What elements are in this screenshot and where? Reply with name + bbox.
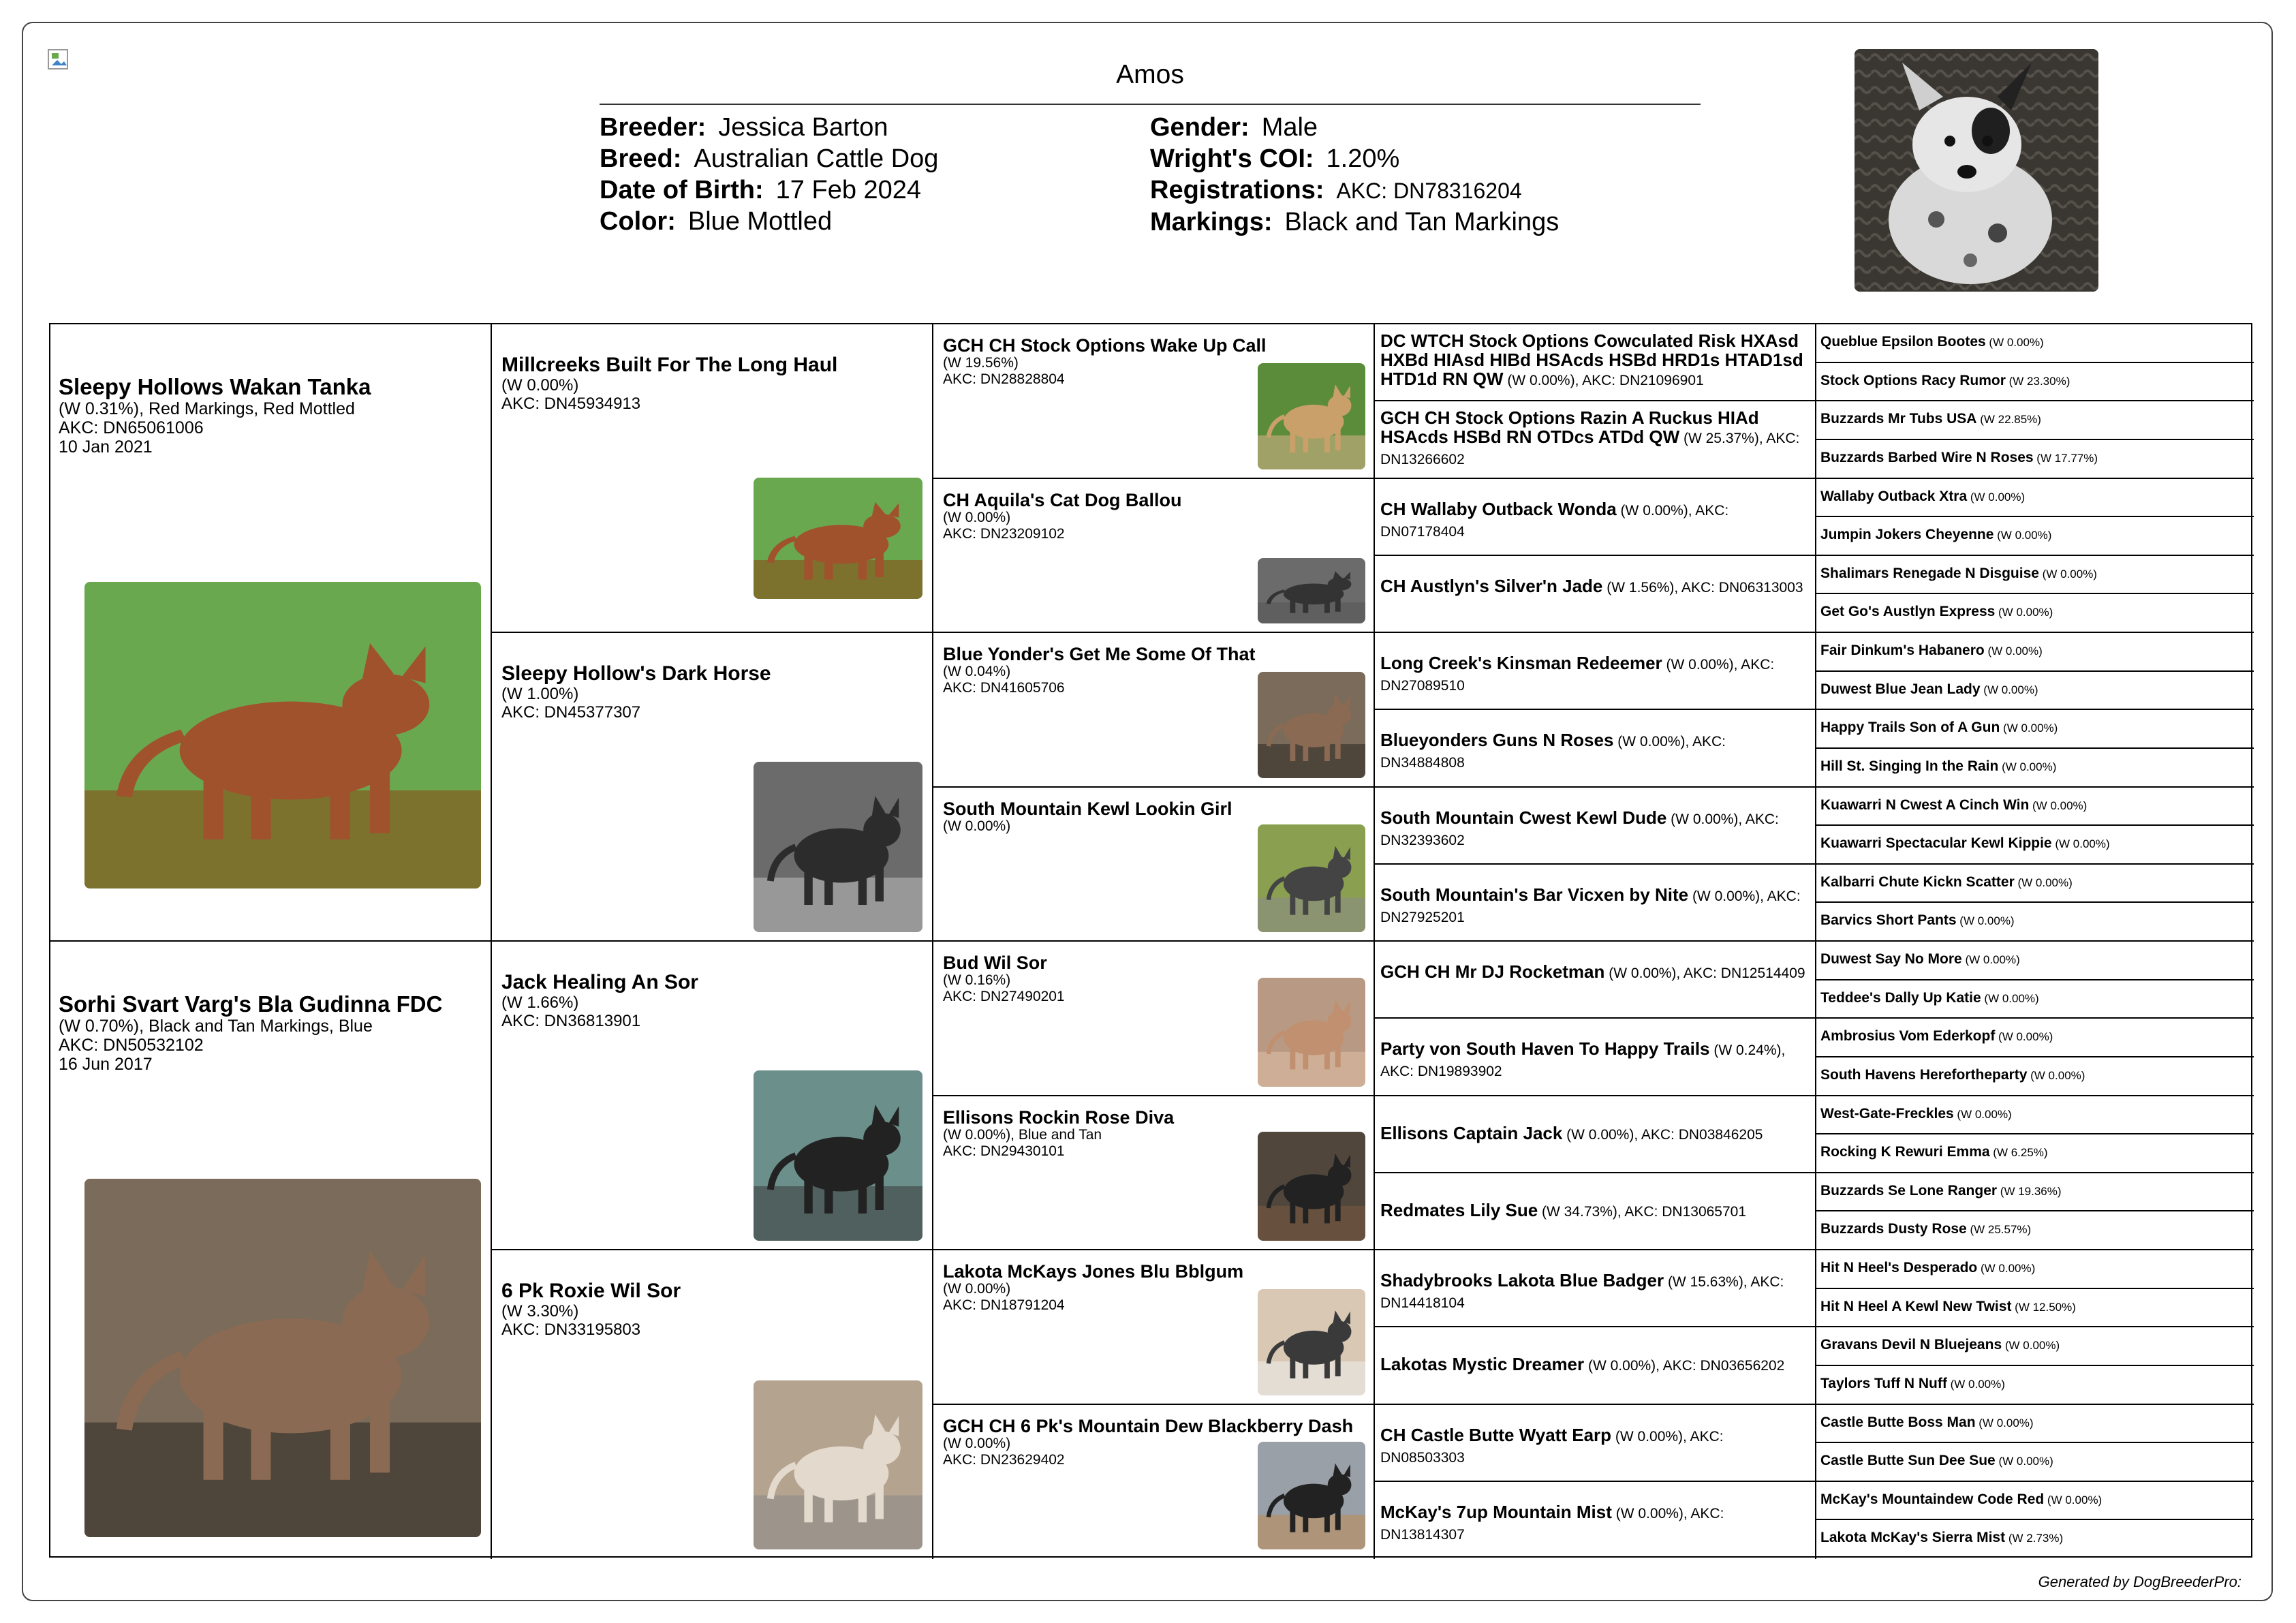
dog-coi: (W 0.00%) bbox=[2014, 876, 2073, 889]
dog-coi: (W 0.00%) bbox=[1967, 490, 2026, 504]
dog-registration: AKC: DN45377307 bbox=[501, 703, 641, 722]
dog-coi: (W 0.00%) bbox=[943, 1435, 1011, 1451]
dog-name: South Mountain Cwest Kewl Dude bbox=[1380, 807, 1667, 828]
dog-coi: (W 2.73%) bbox=[2005, 1532, 2064, 1545]
dog-coi: (W 0.00%) bbox=[1946, 1377, 2005, 1391]
gen5-text bbox=[1820, 489, 2250, 506]
gen4-ancestor-cell bbox=[1375, 1019, 1816, 1096]
gen5-ancestor-cell bbox=[1816, 1057, 2254, 1096]
dog-coi: (W 1.66%) bbox=[501, 993, 579, 1012]
dog-coi: (W 0.00%), Blue and Tan bbox=[943, 1126, 1102, 1143]
dog-details: (W 0.31%), Red Markings, Red Mottled bbox=[59, 399, 355, 418]
gen4-text bbox=[1380, 1271, 1808, 1313]
gen5-text bbox=[1820, 758, 2250, 775]
dog-details: (W 0.00%), AKC: DN03656202 bbox=[1584, 1358, 1785, 1374]
gen4-text bbox=[1380, 1039, 1808, 1081]
dog-coi: (W 0.00%) bbox=[1994, 529, 2052, 542]
gen5-ancestor-cell bbox=[1816, 1134, 2254, 1173]
dog-registration: AKC: DN23629402 bbox=[943, 1451, 1065, 1468]
dog-name: CH Aquila's Cat Dog Ballou bbox=[943, 491, 1182, 510]
gender-value: Male bbox=[1261, 113, 1318, 142]
gen3-dog-photo bbox=[1258, 672, 1365, 778]
main-dog-photo bbox=[1855, 49, 2098, 292]
dog-details: (W 0.00%), AKC: DN03846205 bbox=[1562, 1126, 1763, 1143]
dog-registration: AKC: DN36813901 bbox=[501, 1012, 641, 1030]
info-left-column bbox=[600, 112, 938, 237]
dog-name: McKay's Mountaindew Code Red bbox=[1820, 1491, 2045, 1507]
dog-name: Hit N Heel A Kewl New Twist bbox=[1820, 1298, 2012, 1314]
dog-registration: AKC: DN28828804 bbox=[943, 371, 1065, 387]
gen5-text bbox=[1820, 681, 2250, 698]
dog-name: Wallaby Outback Xtra bbox=[1820, 488, 1968, 504]
gen5-text bbox=[1820, 797, 2250, 814]
gen4-ancestor-cell bbox=[1375, 1482, 1816, 1559]
dog-coi: (W 0.00%) bbox=[2038, 567, 2097, 581]
pedigree-grid bbox=[49, 323, 2252, 1558]
gen5-ancestor-cell bbox=[1816, 1405, 2254, 1444]
gen4-text bbox=[1380, 962, 1808, 983]
dog-coi: (W 0.00%) bbox=[1956, 914, 2015, 928]
gen4-text bbox=[1380, 576, 1808, 598]
dog-name: South Mountain's Bar Vicxen by Nite bbox=[1380, 884, 1689, 905]
gen5-ancestor-cell bbox=[1816, 826, 2254, 865]
gen5-text bbox=[1820, 527, 2250, 544]
dog-name: Ellisons Rockin Rose Diva bbox=[943, 1108, 1175, 1128]
gen5-ancestor-cell bbox=[1816, 980, 2254, 1019]
dog-name: Sleepy Hollows Wakan Tanka bbox=[59, 374, 371, 399]
gen5-ancestor-cell bbox=[1816, 1289, 2254, 1328]
gen2-dog-photo bbox=[754, 1070, 922, 1241]
dog-coi: (W 0.16%) bbox=[943, 972, 1011, 988]
gen5-text bbox=[1820, 951, 2250, 968]
dog-coi: (W 0.00%) bbox=[2029, 799, 2088, 812]
dog-name: Gravans Devil N Bluejeans bbox=[1820, 1337, 2002, 1353]
gen5-ancestor-cell bbox=[1816, 440, 2254, 479]
gen4-text bbox=[1380, 1201, 1808, 1222]
dog-name: South Mountain Kewl Lookin Girl bbox=[943, 799, 1232, 819]
gen2-dog-photo bbox=[754, 762, 922, 932]
gen2-text bbox=[501, 1280, 925, 1339]
dog-name: Jumpin Jokers Cheyenne bbox=[1820, 527, 1994, 543]
gen2-text bbox=[501, 354, 925, 413]
dog-name: Barvics Short Pants bbox=[1820, 912, 1957, 929]
gen5-ancestor-cell bbox=[1816, 401, 2254, 440]
gen5-ancestor-cell bbox=[1816, 517, 2254, 556]
dog-coi: (W 12.50%) bbox=[2011, 1300, 2076, 1314]
gen2-text bbox=[501, 663, 925, 722]
gen4-ancestor-cell bbox=[1375, 1173, 1816, 1250]
dog-coi: (W 0.00%) bbox=[1981, 991, 2039, 1005]
dog-name: McKay's 7up Mountain Mist bbox=[1380, 1501, 1612, 1522]
dog-coi: (W 0.00%) bbox=[1975, 1416, 2034, 1429]
dog-name: Blueyonders Guns N Roses bbox=[1380, 730, 1614, 751]
dog-registration: AKC: DN23209102 bbox=[943, 525, 1065, 542]
gen5-ancestor-cell bbox=[1816, 479, 2254, 518]
gen4-ancestor-cell bbox=[1375, 1405, 1816, 1482]
gen2-dog-photo bbox=[754, 1380, 922, 1549]
gen3-dog-photo bbox=[1258, 978, 1365, 1087]
dog-name: CH Wallaby Outback Wonda bbox=[1380, 498, 1617, 519]
gen5-text bbox=[1820, 1067, 2250, 1084]
dog-name: Kalbarri Chute Kickn Scatter bbox=[1820, 874, 2015, 890]
dog-name: Teddee's Dally Up Katie bbox=[1820, 989, 1981, 1006]
gen4-text bbox=[1380, 1502, 1808, 1545]
gender-row: Gender: Male bbox=[1150, 113, 1318, 142]
dog-name: Shadybrooks Lakota Blue Badger bbox=[1380, 1270, 1664, 1290]
dog-name: Long Creek's Kinsman Redeemer bbox=[1380, 653, 1662, 673]
breeder-value: Jessica Barton bbox=[718, 113, 888, 142]
dog-name: Buzzards Mr Tubs USA bbox=[1820, 411, 1977, 427]
dog-details: (W 0.00%), AKC: DN13814307 bbox=[1380, 1505, 1724, 1543]
dog-coi: (W 0.00%) bbox=[2027, 1068, 2085, 1082]
dog-coi: (W 0.04%) bbox=[943, 664, 1011, 679]
info-right-column bbox=[1150, 112, 1559, 238]
gen5-text bbox=[1820, 1221, 2250, 1238]
dog-registration: AKC: DN65061006 bbox=[59, 418, 204, 437]
gen5-text bbox=[1820, 912, 2250, 929]
gen4-ancestor-cell bbox=[1375, 401, 1816, 478]
gen5-ancestor-cell bbox=[1816, 1520, 2254, 1559]
gen4-ancestor-cell bbox=[1375, 865, 1816, 942]
gen5-text bbox=[1820, 990, 2250, 1007]
gen3-text bbox=[943, 491, 1367, 542]
gen4-ancestor-cell bbox=[1375, 633, 1816, 710]
dog-details: (W 0.00%), AKC: DN21096901 bbox=[1503, 373, 1704, 388]
gen5-ancestor-cell bbox=[1816, 1211, 2254, 1250]
dog-registration: AKC: DN27490201 bbox=[943, 989, 1065, 1004]
dog-name: Jack Healing An Sor bbox=[501, 971, 698, 993]
gen5-text bbox=[1820, 1530, 2250, 1547]
dog-name: Ellisons Captain Jack bbox=[1380, 1122, 1563, 1143]
registration-row: Registrations: AKC: DN78316204 bbox=[1150, 176, 1522, 204]
dog-name: Party von South Haven To Happy Trails bbox=[1380, 1038, 1710, 1060]
dog-name: Buzzards Se Lone Ranger bbox=[1820, 1182, 1998, 1199]
dob-row: Date of Birth: 17 Feb 2024 bbox=[600, 176, 922, 204]
gen4-text bbox=[1380, 499, 1808, 542]
gen5-text bbox=[1820, 835, 2250, 852]
dog-coi: (W 0.00%) bbox=[501, 376, 579, 395]
gen2-dog-photo bbox=[754, 478, 922, 599]
dog-name: Redmates Lily Sue bbox=[1380, 1199, 1538, 1220]
dog-name: Buzzards Barbed Wire N Roses bbox=[1820, 449, 2034, 465]
dog-coi: (W 0.00%) bbox=[2051, 837, 2110, 851]
dog-name: CH Castle Butte Wyatt Earp bbox=[1380, 1424, 1612, 1445]
gen5-ancestor-cell bbox=[1816, 788, 2254, 826]
dog-name: Kuawarri Spectacular Kewl Kippie bbox=[1820, 835, 2052, 852]
gen5-ancestor-cell bbox=[1816, 556, 2254, 595]
dog-name: Hit N Heel's Desperado bbox=[1820, 1260, 1978, 1276]
gen5-ancestor-cell bbox=[1816, 1327, 2254, 1366]
dog-registration: AKC: DN29430101 bbox=[943, 1143, 1065, 1159]
dog-coi: (W 0.00%) bbox=[2002, 1339, 2060, 1352]
gen4-ancestor-cell bbox=[1375, 1327, 1816, 1404]
dog-details: (W 15.63%), AKC: DN14418104 bbox=[1380, 1274, 1784, 1311]
dog-coi: (W 0.00%) bbox=[2000, 722, 2058, 735]
dog-coi: (W 0.00%) bbox=[1995, 1455, 2053, 1468]
dog-name: Taylors Tuff N Nuff bbox=[1820, 1375, 1947, 1391]
gen5-ancestor-cell bbox=[1816, 749, 2254, 788]
dog-name: Duwest Say No More bbox=[1820, 951, 1962, 967]
broken-logo-image bbox=[48, 49, 72, 72]
dog-registration: AKC: DN33195803 bbox=[501, 1320, 641, 1339]
gen5-text bbox=[1820, 411, 2250, 428]
dog-name: Lakota McKays Jones Blu Bblgum bbox=[943, 1263, 1244, 1282]
dog-name: Shalimars Renegade N Disguise bbox=[1820, 565, 2039, 581]
gen4-text bbox=[1380, 1124, 1808, 1145]
gen1-dog-photo bbox=[84, 1179, 481, 1537]
registration-value: AKC: DN78316204 bbox=[1336, 179, 1522, 203]
dog-details: (W 0.00%), AKC: DN12514409 bbox=[1604, 965, 1805, 981]
dog-name: Millcreeks Built For The Long Haul bbox=[501, 354, 838, 376]
gen5-text bbox=[1820, 1491, 2250, 1509]
gen5-text bbox=[1820, 1337, 2250, 1354]
gen5-text bbox=[1820, 1028, 2250, 1045]
gen4-text bbox=[1380, 730, 1808, 773]
dog-coi: (W 0.00%) bbox=[943, 818, 1011, 834]
gen5-text bbox=[1820, 1376, 2250, 1393]
dog-name: Queblue Epsilon Bootes bbox=[1820, 334, 1986, 350]
dog-details: (W 0.00%), AKC: DN08503303 bbox=[1380, 1428, 1724, 1466]
dog-name: Lakota McKay's Sierra Mist bbox=[1820, 1530, 2006, 1546]
gen4-text bbox=[1380, 808, 1808, 850]
dog-name: Hill St. Singing In the Rain bbox=[1820, 758, 1999, 774]
dog-birthdate: 10 Jan 2021 bbox=[59, 437, 153, 457]
gen5-text bbox=[1820, 1144, 2250, 1161]
gen5-ancestor-cell bbox=[1816, 1366, 2254, 1405]
dob-value: 17 Feb 2024 bbox=[775, 176, 922, 204]
gen5-ancestor-cell bbox=[1816, 903, 2254, 942]
gen5-ancestor-cell bbox=[1816, 710, 2254, 749]
dog-name: Kuawarri N Cwest A Cinch Win bbox=[1820, 797, 2030, 813]
gen5-ancestor-cell bbox=[1816, 1019, 2254, 1057]
dog-coi: (W 25.57%) bbox=[1966, 1223, 2032, 1237]
dog-coi: (W 17.77%) bbox=[2033, 451, 2098, 465]
breed-row: Breed: Australian Cattle Dog bbox=[600, 144, 939, 173]
title-divider bbox=[600, 104, 1701, 105]
dog-registration: AKC: DN18791204 bbox=[943, 1297, 1065, 1313]
gen4-text bbox=[1380, 408, 1808, 469]
dog-name: Duwest Blue Jean Lady bbox=[1820, 681, 1981, 697]
dog-name: Blue Yonder's Get Me Some Of That bbox=[943, 645, 1256, 664]
gen5-ancestor-cell bbox=[1816, 633, 2254, 672]
dog-details: (W 1.56%), AKC: DN06313003 bbox=[1602, 579, 1803, 596]
gen4-text bbox=[1380, 653, 1808, 696]
dog-coi: (W 0.00%) bbox=[2044, 1493, 2103, 1506]
dog-name: Castle Butte Boss Man bbox=[1820, 1414, 1976, 1430]
dog-name: Castle Butte Sun Dee Sue bbox=[1820, 1453, 1996, 1469]
dog-details: (W 0.00%), AKC: DN34884808 bbox=[1380, 734, 1726, 771]
dog-name: GCH CH Stock Options Razin A Ruckus HIAd HSAcds HSBd RN OTDcs ATDd QW bbox=[1380, 407, 1759, 448]
gen3-dog-photo bbox=[1258, 558, 1365, 623]
gen5-text bbox=[1820, 1106, 2250, 1123]
gen5-text bbox=[1820, 1260, 2250, 1277]
dog-name: Fair Dinkum's Habanero bbox=[1820, 643, 1985, 658]
gen5-ancestor-cell bbox=[1816, 942, 2254, 980]
dog-coi: (W 0.00%) bbox=[1995, 1030, 2053, 1044]
gen4-ancestor-cell bbox=[1375, 788, 1816, 865]
dog-coi: (W 19.56%) bbox=[943, 355, 1019, 371]
gen5-ancestor-cell bbox=[1816, 324, 2254, 363]
dog-name: Sleepy Hollow's Dark Horse bbox=[501, 662, 771, 685]
gen4-ancestor-cell bbox=[1375, 556, 1816, 633]
gen4-ancestor-cell bbox=[1375, 710, 1816, 787]
gen4-text bbox=[1380, 331, 1808, 390]
dog-details: (W 0.00%), AKC: DN07178404 bbox=[1380, 502, 1729, 540]
footer-credit: Generated by DogBreederPro: bbox=[2038, 1573, 2241, 1590]
gen4-ancestor-cell bbox=[1375, 942, 1816, 1019]
dog-coi: (W 0.00%) bbox=[1998, 760, 2057, 773]
gen5-text bbox=[1820, 720, 2250, 737]
dog-details: (W 0.24%), AKC: DN19893902 bbox=[1380, 1042, 1786, 1080]
breeder-row: Breeder: Jessica Barton bbox=[600, 113, 888, 142]
gen4-text bbox=[1380, 1425, 1808, 1468]
gen3-dog-photo bbox=[1258, 1289, 1365, 1395]
dog-coi: (W 23.30%) bbox=[2005, 374, 2070, 388]
dog-coi: (W 19.36%) bbox=[1997, 1184, 2062, 1198]
gen5-text bbox=[1820, 874, 2250, 891]
dog-name: West-Gate-Freckles bbox=[1820, 1105, 1954, 1122]
dog-name: Get Go's Austlyn Express bbox=[1820, 604, 1996, 620]
gen4-text bbox=[1380, 1355, 1808, 1376]
dog-birthdate: 16 Jun 2017 bbox=[59, 1055, 153, 1074]
dog-name: Ambrosius Vom Ederkopf bbox=[1820, 1028, 1996, 1045]
gen5-ancestor-cell bbox=[1816, 1250, 2254, 1289]
dog-name: Bud Wil Sor bbox=[943, 954, 1047, 973]
gen3-dog-photo bbox=[1258, 1132, 1365, 1241]
coi-value: 1.20% bbox=[1326, 144, 1400, 173]
gen5-ancestor-cell bbox=[1816, 1173, 2254, 1212]
dog-name: Buzzards Dusty Rose bbox=[1820, 1221, 1967, 1237]
dog-name: GCH CH Mr DJ Rocketman bbox=[1380, 961, 1605, 982]
gen5-ancestor-cell bbox=[1816, 1096, 2254, 1135]
dog-registration: AKC: DN50532102 bbox=[59, 1036, 204, 1055]
color-row: Color: Blue Mottled bbox=[600, 207, 833, 236]
gen5-text bbox=[1820, 1183, 2250, 1200]
dog-name: Stock Options Racy Rumor bbox=[1820, 372, 2006, 388]
gen4-ancestor-cell bbox=[1375, 324, 1816, 401]
dog-details: (W 0.00%), AKC: DN27925201 bbox=[1380, 888, 1801, 925]
dog-details: (W 0.00%), AKC: DN27089510 bbox=[1380, 657, 1775, 694]
dog-details: (W 25.37%), AKC: DN13266602 bbox=[1380, 431, 1800, 468]
gen4-text bbox=[1380, 885, 1808, 927]
dog-name: 6 Pk Roxie Wil Sor bbox=[501, 1280, 681, 1302]
dog-name: South Havens Herefortheparty bbox=[1820, 1066, 2028, 1083]
gen4-ancestor-cell bbox=[1375, 479, 1816, 556]
gen5-text bbox=[1820, 1415, 2250, 1432]
gen5-text bbox=[1820, 566, 2250, 583]
gen5-ancestor-cell bbox=[1816, 672, 2254, 711]
dog-coi: (W 0.00%) bbox=[1977, 1262, 2036, 1275]
gen5-text bbox=[1820, 643, 2250, 660]
gen1-text bbox=[59, 992, 484, 1074]
color-value: Blue Mottled bbox=[687, 207, 833, 236]
gen1-dog-photo bbox=[84, 582, 481, 888]
gen5-ancestor-cell bbox=[1816, 865, 2254, 903]
gen5-ancestor-cell bbox=[1816, 594, 2254, 633]
dog-coi: (W 0.00%) bbox=[1961, 953, 2020, 966]
dog-name: DC WTCH Stock Options Cowculated Risk HXAsd HXBd HIAsd HIBd HSAcds HSBd HRD1s HTAD1sd HTD1d RN QW bbox=[1380, 330, 1803, 389]
dog-coi: (W 0.00%) bbox=[1953, 1107, 2012, 1121]
gen3-dog-photo bbox=[1258, 1442, 1365, 1549]
dog-coi: (W 3.30%) bbox=[501, 1302, 579, 1320]
dog-name: Happy Trails Son of A Gun bbox=[1820, 720, 2000, 736]
gen5-text bbox=[1820, 373, 2250, 390]
gen3-dog-photo bbox=[1258, 363, 1365, 469]
dog-coi: (W 22.85%) bbox=[1976, 413, 2041, 427]
dog-coi: (W 1.00%) bbox=[501, 685, 579, 703]
dog-details: (W 34.73%), AKC: DN13065701 bbox=[1538, 1203, 1747, 1220]
dog-registration: AKC: DN41605706 bbox=[943, 680, 1065, 696]
coi-row: Wright's COI: 1.20% bbox=[1150, 144, 1400, 173]
dog-details: (W 0.00%), AKC: DN32393602 bbox=[1380, 811, 1779, 848]
gen5-ancestor-cell bbox=[1816, 1443, 2254, 1482]
dog-coi: (W 0.00%) bbox=[943, 1281, 1011, 1297]
gen4-ancestor-cell bbox=[1375, 1096, 1816, 1173]
dog-name-title: Amos bbox=[1116, 60, 1184, 89]
dog-name: Lakotas Mystic Dreamer bbox=[1380, 1354, 1585, 1375]
gen5-text bbox=[1820, 1299, 2250, 1316]
gen5-ancestor-cell bbox=[1816, 1482, 2254, 1521]
markings-value: Black and Tan Markings bbox=[1284, 208, 1560, 236]
dog-name: CH Austlyn's Silver'n Jade bbox=[1380, 575, 1603, 596]
gen5-ancestor-cell bbox=[1816, 363, 2254, 402]
dog-coi: (W 6.25%) bbox=[1989, 1146, 2048, 1160]
gen5-text bbox=[1820, 1453, 2250, 1470]
dog-coi: (W 0.00%) bbox=[1985, 336, 2044, 349]
dog-coi: (W 0.00%) bbox=[1984, 645, 2043, 658]
dog-coi: (W 0.00%) bbox=[1980, 683, 2038, 696]
dog-name: Sorhi Svart Varg's Bla Gudinna FDC bbox=[59, 991, 443, 1017]
dog-name: GCH CH Stock Options Wake Up Call bbox=[943, 337, 1267, 356]
gen5-text bbox=[1820, 604, 2250, 621]
gen5-text bbox=[1820, 334, 2250, 351]
dog-registration: AKC: DN45934913 bbox=[501, 395, 641, 413]
breed-value: Australian Cattle Dog bbox=[694, 144, 939, 173]
gen1-text bbox=[59, 375, 484, 457]
gen3-dog-photo bbox=[1258, 824, 1365, 932]
dog-details: (W 0.70%), Black and Tan Markings, Blue bbox=[59, 1017, 373, 1036]
dog-name: GCH CH 6 Pk's Mountain Dew Blackberry Dash bbox=[943, 1417, 1354, 1436]
gen4-ancestor-cell bbox=[1375, 1250, 1816, 1327]
dog-coi: (W 0.00%) bbox=[943, 509, 1011, 525]
gen5-text bbox=[1820, 450, 2250, 467]
gen2-text bbox=[501, 972, 925, 1030]
markings-row: Markings: Black and Tan Markings bbox=[1150, 208, 1560, 236]
dog-coi: (W 0.00%) bbox=[1995, 606, 2053, 619]
dog-name: Rocking K Rewuri Emma bbox=[1820, 1144, 1990, 1160]
